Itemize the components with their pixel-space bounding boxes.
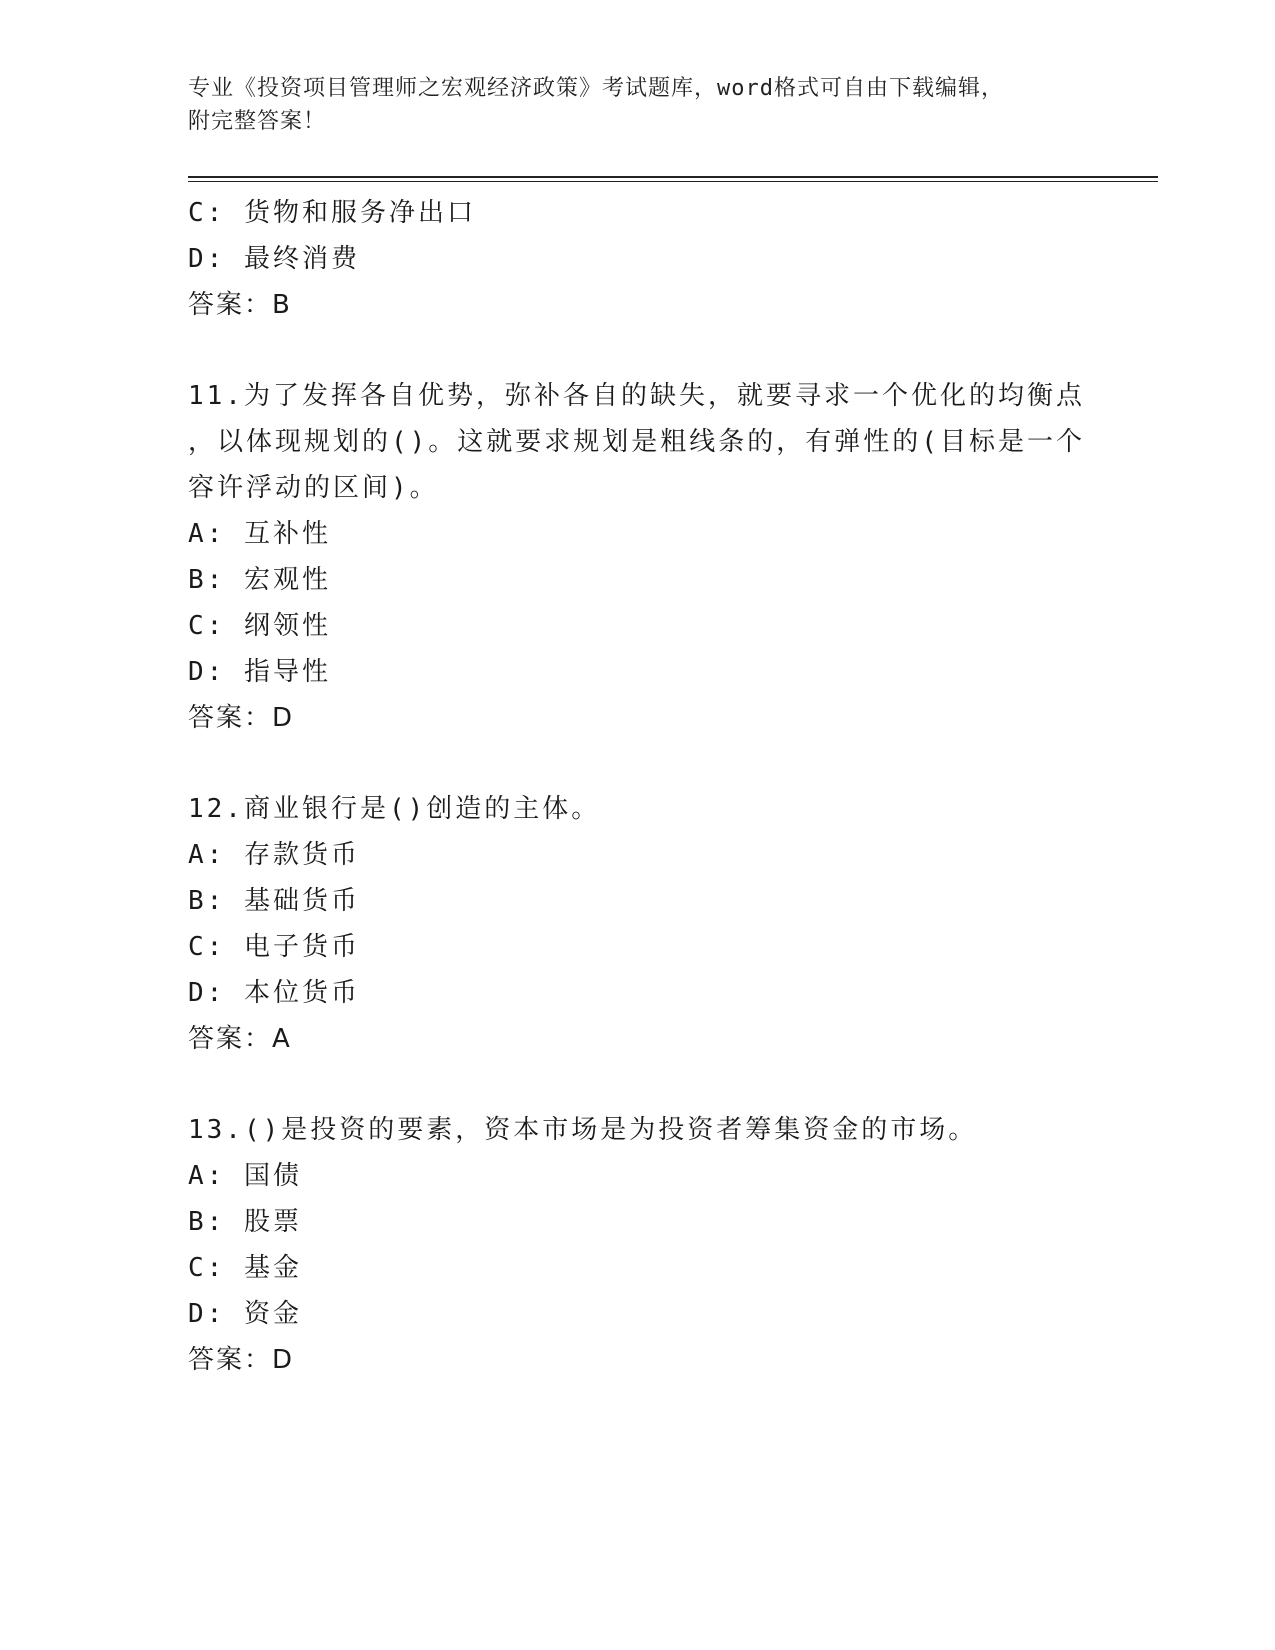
answer: 答案：D [188,703,295,733]
header-line-1: 专业《投资项目管理师之宏观经济政策》考试题库，word格式可自由下载编辑， [188,76,1004,101]
option-c: C: 货物和服务净出口 [188,198,476,228]
answer: 答案：A [188,1024,292,1054]
option-d: D: 指导性 [188,657,331,687]
option-b: B: 宏观性 [188,565,331,595]
question-12 [188,786,1088,1062]
question-10-continued [188,190,1088,328]
option-d: D: 本位货币 [188,978,360,1008]
page-header [188,72,1088,138]
answer: 答案：B [188,290,292,320]
answer: 答案：D [188,1345,295,1375]
question-text-line-1: 11.为了发挥各自优势，弥补各自的缺失，就要寻求一个优化的均衡点 [188,381,1085,411]
header-rule-thin [188,181,1158,182]
option-b: B: 股票 [188,1207,302,1237]
option-d: D: 最终消费 [188,244,360,274]
question-text-line-1: 13.()是投资的要素，资本市场是为投资者筹集资金的市场。 [188,1115,978,1145]
question-text-line-1: 12.商业银行是()创造的主体。 [188,794,601,824]
option-c: C: 基金 [188,1253,302,1283]
option-b: B: 基础货币 [188,886,360,916]
question-13 [188,1107,1088,1383]
question-list [188,190,1088,1383]
option-a: A: 存款货币 [188,840,360,870]
question-text-line-3: 容许浮动的区间)。 [188,473,439,503]
option-c: C: 纲领性 [188,611,331,641]
option-d: D: 资金 [188,1299,302,1329]
header-rule-thick [188,176,1158,178]
header-line-2: 附完整答案！ [188,109,327,134]
question-text-line-2: ，以体现规划的()。这就要求规划是粗线条的，有弹性的(目标是一个 [188,427,1085,457]
option-c: C: 电子货币 [188,932,360,962]
question-11 [188,373,1088,741]
option-a: A: 互补性 [188,519,331,549]
option-a: A: 国债 [188,1161,302,1191]
